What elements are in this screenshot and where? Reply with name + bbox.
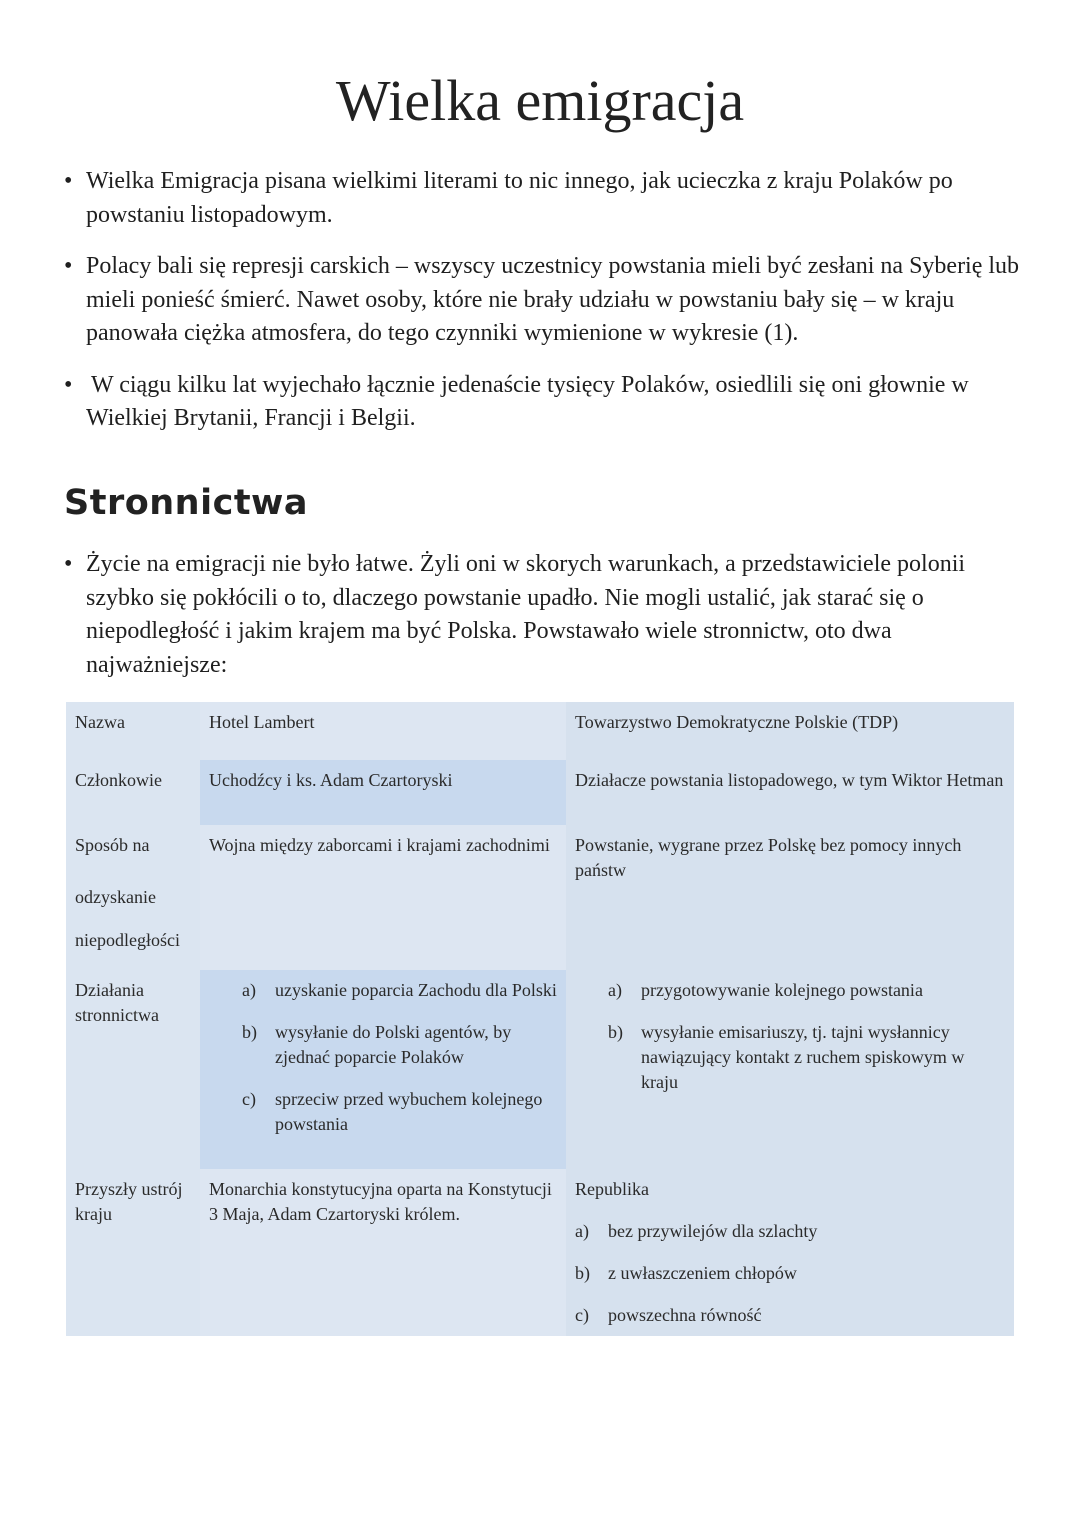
hotel-lambert-future: Monarchia konstytucyjna oparta na Konstytucji 3 Maja, Adam Czartoryski królem. [200, 1169, 566, 1336]
list-marker: a) [608, 980, 622, 1000]
table-row-future [66, 1169, 1014, 1336]
list-item-text: uzyskanie poparcia Zachodu dla Polski [275, 980, 557, 1000]
hotel-lambert-name: Hotel Lambert [200, 702, 566, 760]
list-item [608, 1020, 1005, 1095]
tdp-future-heading: Republika [575, 1179, 649, 1199]
row-label-future: Przyszły ustrój kraju [66, 1169, 200, 1336]
list-item [575, 1261, 1005, 1286]
intro-bullet-text: W ciągu kilku lat wyjechało łącznie jedenaście tysięcy Polaków, osiedlili się oni głownie w Wielkiej Brytanii, Francji i Belgii. [86, 371, 969, 431]
list-marker: c) [575, 1305, 589, 1325]
intro-bullet: • Wielka Emigracja pisana wielkimi literami to nic innego, jak ucieczka z kraju Polaków po powstaniu listopadowym. [64, 165, 1024, 232]
row-label-members: Członkowie [66, 760, 200, 825]
tdp-actions-list [608, 978, 1005, 1095]
row-label-method-line: niepodległości [75, 930, 180, 950]
section-heading: Stronnictwa [64, 483, 309, 523]
row-label-name: Nazwa [66, 702, 200, 760]
list-item-text: przygotowywanie kolejnego powstania [641, 980, 923, 1000]
list-marker: a) [575, 1221, 589, 1241]
intro-bullet-list [64, 165, 1024, 436]
parties-table [66, 702, 1014, 1336]
row-label-actions: Działania stronnictwa [66, 970, 200, 1169]
row-label-method-line: Sposób na [75, 835, 150, 855]
tdp-future-list [575, 1219, 1005, 1328]
list-marker: c) [242, 1089, 256, 1109]
list-item-text: wysyłanie do Polski agentów, by zjednać poparcie Polaków [275, 1022, 512, 1067]
list-marker: a) [242, 980, 256, 1000]
list-item-text: z uwłaszczeniem chłopów [608, 1263, 797, 1283]
table-row-name [66, 702, 1014, 760]
list-item [575, 1303, 1005, 1328]
list-item [242, 1087, 557, 1137]
page-title: Wielka emigracja [335, 68, 745, 133]
list-item-text: powszechna równość [608, 1305, 762, 1325]
tdp-method: Powstanie, wygrane przez Polskę bez pomocy innych państw [566, 825, 1014, 970]
list-item-text: sprzeciw przed wybuchem kolejnego powstania [275, 1089, 543, 1134]
hotel-lambert-method: Wojna między zaborcami i krajami zachodnimi [200, 825, 566, 970]
list-item [575, 1219, 1005, 1244]
row-label-method-line: odzyskanie [75, 887, 156, 907]
list-marker: b) [242, 1022, 257, 1042]
list-item [242, 1020, 557, 1070]
list-item [242, 978, 557, 1003]
list-marker: b) [608, 1022, 623, 1042]
hotel-lambert-members: Uchodźcy i ks. Adam Czartoryski [200, 760, 566, 825]
table-row-members [66, 760, 1014, 825]
list-item-text: bez przywilejów dla szlachty [608, 1221, 818, 1241]
tdp-future [566, 1169, 1014, 1336]
list-marker: b) [575, 1263, 590, 1283]
section-bullet-list [64, 548, 1024, 682]
hotel-lambert-actions-list [242, 978, 557, 1137]
intro-bullet [64, 369, 1024, 436]
tdp-actions [566, 970, 1014, 1169]
section-bullet: • Życie na emigracji nie było łatwe. Żyli oni w skorych warunkach, a przedstawiciele polonii szybko się pokłócili o to, dlaczego powstanie upadło. Nie mogli ustalić, jak starać się o niepodległość i jakim krajem ma być Polska. Powstawało wiele stronnictw, oto dwa najważniejsze: [64, 548, 1024, 682]
list-item [608, 978, 1005, 1003]
table-row-actions [66, 970, 1014, 1169]
list-item-text: wysyłanie emisariuszy, tj. tajni wysłannicy nawiązujący kontakt z ruchem spiskowym w kraju [641, 1022, 965, 1092]
tdp-members: Działacze powstania listopadowego, w tym Wiktor Hetman [566, 760, 1014, 825]
tdp-name: Towarzystwo Demokratyczne Polskie (TDP) [566, 702, 1014, 760]
row-label-method [66, 825, 200, 970]
hotel-lambert-actions [200, 970, 566, 1169]
intro-bullet: • Polacy bali się represji carskich – wszyscy uczestnicy powstania mieli być zesłani na Syberię lub mieli ponieść śmierć. Nawet osoby, które nie brały udziału w powstaniu bały się – w kraju panowała ciężka atmosfera, do tego czynniki wymienione w wykresie (1). [64, 250, 1024, 351]
table-row-method [66, 825, 1014, 970]
